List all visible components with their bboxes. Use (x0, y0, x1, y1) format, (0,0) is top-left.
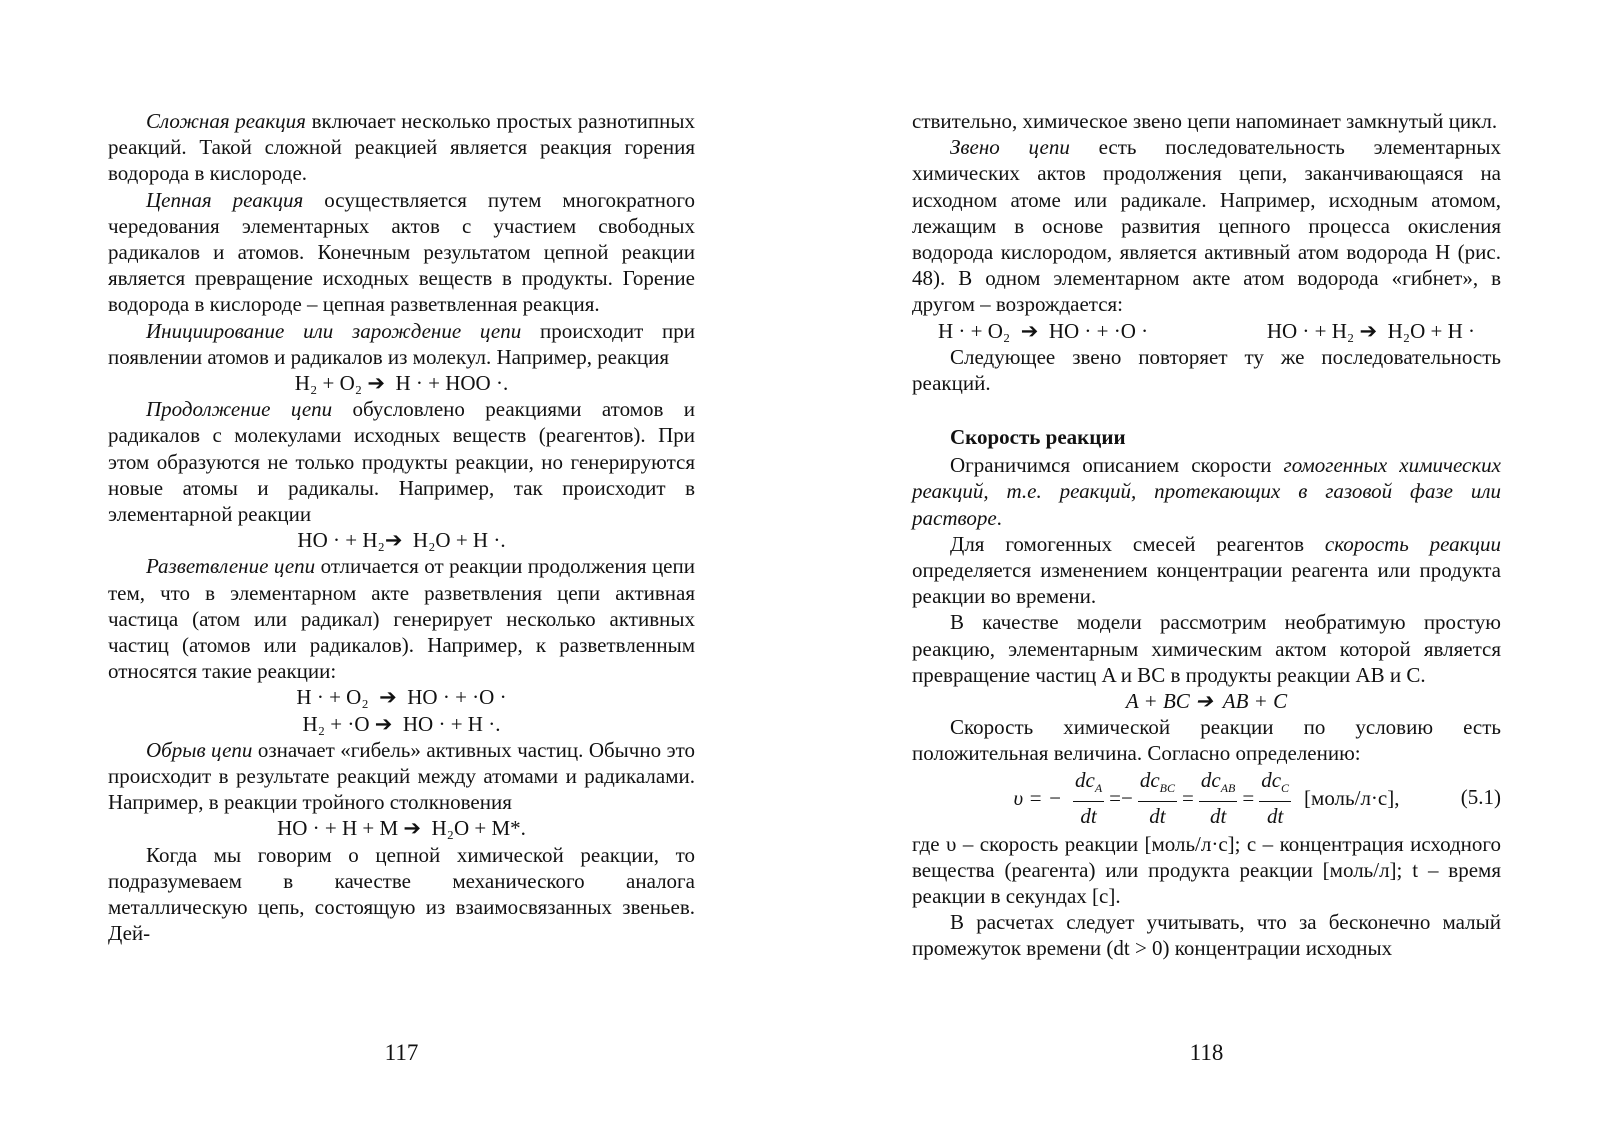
paragraph-text: включает несколько простых разнотипных реакций. Такой сложной реакцией является реакция горения водорода в кислороде. (108, 109, 695, 186)
fraction: $\frac{dc_{BC}}{dt}$ (1139, 768, 1176, 829)
paragraph: где υ – скорость реакции [моль/л·с]; c – концентрация исходного вещества (реагента) или продукта реакции [моль/л]; t – время реакции в секундах [с]. (912, 831, 1501, 909)
term: Сложная реакция (146, 109, 306, 133)
formula-operator: =− (1109, 786, 1133, 811)
term: Разветвление цепи (146, 554, 316, 579)
formula-number: (5.1) (1460, 784, 1501, 809)
section-heading: Скорость реакции (950, 425, 1126, 450)
page-number: 117 (384, 1040, 419, 1065)
term: Обрыв цепи (146, 737, 253, 762)
paragraph: ствительно, химическое звено цепи напоминает замкнутый цикл. (912, 109, 1498, 133)
paragraph-text: есть последовательность элементарных химических актов продолжения цепи, заканчивающаяся на исходном атоме или радикале. Например, исходным атомом, лежащим в основе развития цепного процесса окисления водорода кислородом, является активный атом водорода H (рис. 48). В одном элементарном акте атом водорода «гибнет», в другом – возрождается: (912, 135, 1501, 317)
equation: HO · + H₂ ➔ H₂O + H · (1266, 318, 1475, 343)
paragraph (108, 187, 695, 318)
equation: HO · + H₂➔ H₂O + H ·. (297, 528, 506, 553)
term: Продолжение цепи (146, 397, 333, 422)
paragraph-text: происходит при появлении атомов и радикалов из молекул. Например, реакция (108, 318, 696, 369)
equation: H₂ + O₂ ➔ H · + HOO ·. (294, 371, 509, 396)
term: скорость реакции (1324, 531, 1501, 556)
paragraph (912, 452, 1501, 531)
formula-operator: = (1242, 786, 1255, 811)
paragraph (108, 553, 695, 684)
paragraph (912, 531, 1501, 610)
paragraph: В качестве модели рассмотрим необратимую простую реакцию, элементарным химическим актом которой является превращение частиц A и BC в продукты реакции AB и C. (912, 610, 1501, 687)
paragraph-text: Для гомогенных смесей реагентов (950, 531, 1325, 556)
paragraph (108, 318, 695, 370)
paragraph: Скорость химической реакции по условию есть положительная величина. Согласно определению: (912, 715, 1501, 766)
paragraph (108, 396, 695, 527)
equation: A + BC ➔ AB + C (1125, 689, 1288, 714)
paragraph: Когда мы говорим о цепной химической реакции, то подразумеваем в качестве механического аналога металлическую цепь, состоящую из взаимосвязанных звеньев. Дей- (108, 842, 695, 946)
right-text-column (912, 108, 1501, 962)
equation: H · + O₂ ➔ HO · + ·O · (938, 318, 1149, 343)
equation: HO · + H + M ➔ H₂O + M*. (277, 816, 526, 841)
paragraph-text: отличается от реакции продолжения цепи тем, что в элементарном акте разветвления цепи активная частица (атом или радикал) генерирует несколько активных частиц (атомов или радикалов). Например, к разветвленным относятся такие реакции: (108, 554, 695, 684)
equation: H₂ + ·O ➔ HO · + H ·. (302, 711, 501, 736)
paragraph-text: осуществляется путем многократного чередования элементарных актов с участием свободных радикалов и атомов. Конечным результатом цепной реакции является превращение исходных веществ в продукты. Горение водорода в кислороде – цепная разветвленная реакция. (108, 187, 695, 317)
rate-formula (912, 767, 1501, 831)
equation: H · + O₂ ➔ HO · + ·O · (296, 685, 507, 710)
paragraph: Следующее звено повторяет ту же последовательность реакций. (912, 344, 1501, 396)
term: Инициирование или зарождение цепи (146, 318, 522, 343)
paragraph-text: Ограничимся описанием скорости (950, 453, 1284, 478)
term: Цепная реакция (146, 187, 304, 212)
paragraph-text: означает «гибель» активных частиц. Обычно это происходит в результате реакций между атомами и радикалами. Например, в реакции тройного столкновения (108, 737, 695, 815)
formula-lhs: υ = − (1013, 786, 1062, 811)
paragraph (912, 134, 1501, 317)
fraction: $\frac{dc_{AB}}{dt}$ (1200, 768, 1236, 829)
left-text-column (108, 108, 695, 947)
equation-row (912, 318, 1501, 344)
formula-operator: = (1182, 786, 1194, 811)
fraction: $\frac{dc_A}{dt}$ (1074, 768, 1103, 829)
term: Звено цепи (950, 135, 1070, 160)
paragraph (108, 108, 695, 187)
emphasis: гомогенных химических реакций, т.е. реакций, протекающих в газовой фазе или растворе (912, 453, 1501, 530)
paragraph-text: . (996, 505, 1002, 530)
fraction: $\frac{dc_C}{dt}$ (1261, 768, 1290, 829)
left-page (108, 0, 695, 1131)
paragraph-text: обусловлено реакциями атомов и радикалов с молекулами исходных веществ (реагентов). При этом образуются не только продукты реакции, но генерируются новые атомы и радикалы. Например, так происходит в элементарной реакции (108, 397, 695, 527)
paragraph (108, 737, 695, 816)
paragraph-text: определяется изменением концентрации реагента или продукта реакции во времени. (912, 558, 1501, 609)
paragraph: В расчетах следует учитывать, что за бесконечно малый промежуток времени (dt > 0) концентрации исходных (912, 910, 1501, 961)
right-page (912, 0, 1501, 1131)
page-number: 118 (1189, 1040, 1224, 1065)
formula-units: [моль/л·с], (1304, 786, 1400, 811)
